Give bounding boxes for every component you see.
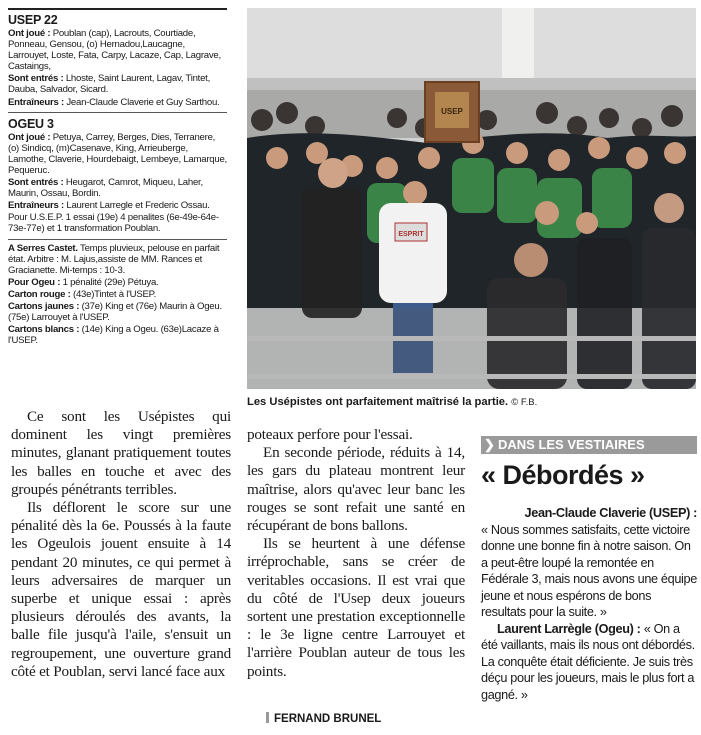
article-paragraph: En seconde période, réduits à 14, les gars du plateau montrent leur maîtrise, alors qu'avec leur banc les rouges se sont refait une santé en récupérant de bons ballons. <box>247 444 465 535</box>
quote: « On a été vaillants, mais ils nous ont débordés. La conquête était déficiente. Je suis très déçu pour les joueurs, mais le plus fort a gagné. » <box>481 621 695 702</box>
suit-man-left-face <box>318 158 348 188</box>
usep-lineup: Ont joué : Poublan (cap), Lacrouts, Courtiade, Ponneau, Gensou, (o) Hernadou,Laucagne, Larrouyet, Loste, Fata, Carpy, Lacaze, Cap, Lagrave, Castaings, <box>8 28 221 73</box>
chevron-right-icon: ❯ <box>484 437 495 452</box>
match-info-box <box>8 8 227 394</box>
shirt-logo-text: ESPRIT <box>398 231 424 238</box>
quote-block <box>481 621 697 704</box>
suit-man-center-face <box>514 243 548 277</box>
sidebar-quotes <box>481 505 697 703</box>
ogeu-team-title: OGEU 3 <box>8 116 54 131</box>
divider <box>8 239 227 240</box>
sidebar-headline: « Débordés » <box>481 460 645 490</box>
photo-caption <box>247 396 696 408</box>
white-shirt-player <box>379 203 447 303</box>
white-cards: Cartons blancs : (14e) King a Ogeu. (63e)Lacaze à l'USEP. <box>8 324 219 347</box>
usep-coaches: Entraîneurs : Jean-Claude Claverie et Guy Sarthou. <box>8 96 220 108</box>
ogeu-coaches: Entraîneurs : Laurent Larregle et Frederic Ossau. <box>8 200 210 212</box>
suit-man-left <box>302 188 362 318</box>
section-tag <box>481 436 697 454</box>
article-column-1 <box>11 408 231 681</box>
scoring-summary: Pour U.S.E.P. 1 essai (19e) 4 penalites (6e-49e-64e-73e-77e) et 1 transformation Poublan. <box>8 212 219 235</box>
team-celebration-photo <box>247 8 696 389</box>
yellow-cards: Cartons jaunes : (37e) King et (76e) Maurin à Ogeu. (75e) Larrouyet à l'USEP. <box>8 300 222 324</box>
article-paragraph: Ce sont les Usépistes qui dominent les vingt premières minutes, glanant pratiquement toutes les balles en touche et avec des groupés pénétrants terribles. <box>11 408 231 498</box>
caption-text: Les Usépistes ont parfaitement maîtrisé la partie. <box>247 396 509 408</box>
usep-substitutes: Sont entrés : Lhoste, Saint Laurent, Lagav, Tintet, Dauba, Salvador, Sicard. <box>8 73 210 96</box>
photo-illustration <box>247 8 696 389</box>
quote: « Nous sommes satisfaits, cette victoire donne une bonne fin à notre saison. On a peut-être loupé la remontée en Fédérale 3, mais nous avons une équipe jeune et nous espérons de bons resultats pour la suite. » <box>481 522 697 619</box>
divider <box>8 112 227 113</box>
article-paragraph: poteaux perfore pour l'essai. <box>247 426 413 443</box>
foreground-shade <box>247 308 696 389</box>
venue-info: A Serres Castet. Temps pluvieux, pelouse en parfait état. Arbitre : M. Lajus,assiste de MM. Rances et Gracianette. Mi-temps : 10-3. <box>8 242 220 276</box>
article-column-2 <box>247 426 465 681</box>
stand-roof <box>247 8 696 78</box>
ogeu-substitutes: Sont entrés : Heugarot, Camrot, Miqueu, Laher, Maurin, Ossau, Bordin. <box>8 177 203 200</box>
article-paragraph: Ils se heurtent à une défense irréprochable, sans se créer de veritables occasions. Il est vrai que du côté de l'Usep deux joueurs sortent une prestation exceptionnelle : le 3e ligne centre Larrouyet et l'arrière Poublan auteur de tous les points. <box>247 535 465 680</box>
usep-team-title: USEP 22 <box>8 13 58 27</box>
section-tag-label: DANS LES VESTIAIRES <box>498 437 645 452</box>
trophy-label: USEP <box>441 107 463 116</box>
author-signature: FERNAND BRUNEL <box>266 712 381 725</box>
speaker-name: Jean-Claude Claverie (USEP) : <box>524 506 697 520</box>
photo-credit: © F.B. <box>511 397 538 408</box>
ogeu-lineup: Ont joué : Petuya, Carrey, Berges, Dies, Terranere, (o) Sindicq, (m)Casenave, King, Arrieuberge, Lamothe, Claverie, Hourdebaigt, Lembeye, Lamarque, Pequeruc. <box>8 131 227 176</box>
red-card: Carton rouge : (43e)Tintet à l'USEP. <box>8 288 156 300</box>
ogeu-points: Pour Ogeu : 1 pénalité (29e) Pétuya. <box>8 276 159 288</box>
article-paragraph: Ils déflorent le score sur une pénalité dès la 6e. Poussés à la faute les Ogeulois jouent ensuite à 14 pendant 20 minutes, ce qui permet à leurs adversaires de marquer un superbe et unique essai : après plusieurs déroulés des avants, la balle file jusqu'à l'aile, s'ensuit un regroupement, une ouverture grand côté et Poublan, servi lancé face aux <box>11 499 231 680</box>
speaker-name: Laurent Larrègle (Ogeu) : <box>497 621 641 636</box>
coat-man-face <box>654 193 684 223</box>
